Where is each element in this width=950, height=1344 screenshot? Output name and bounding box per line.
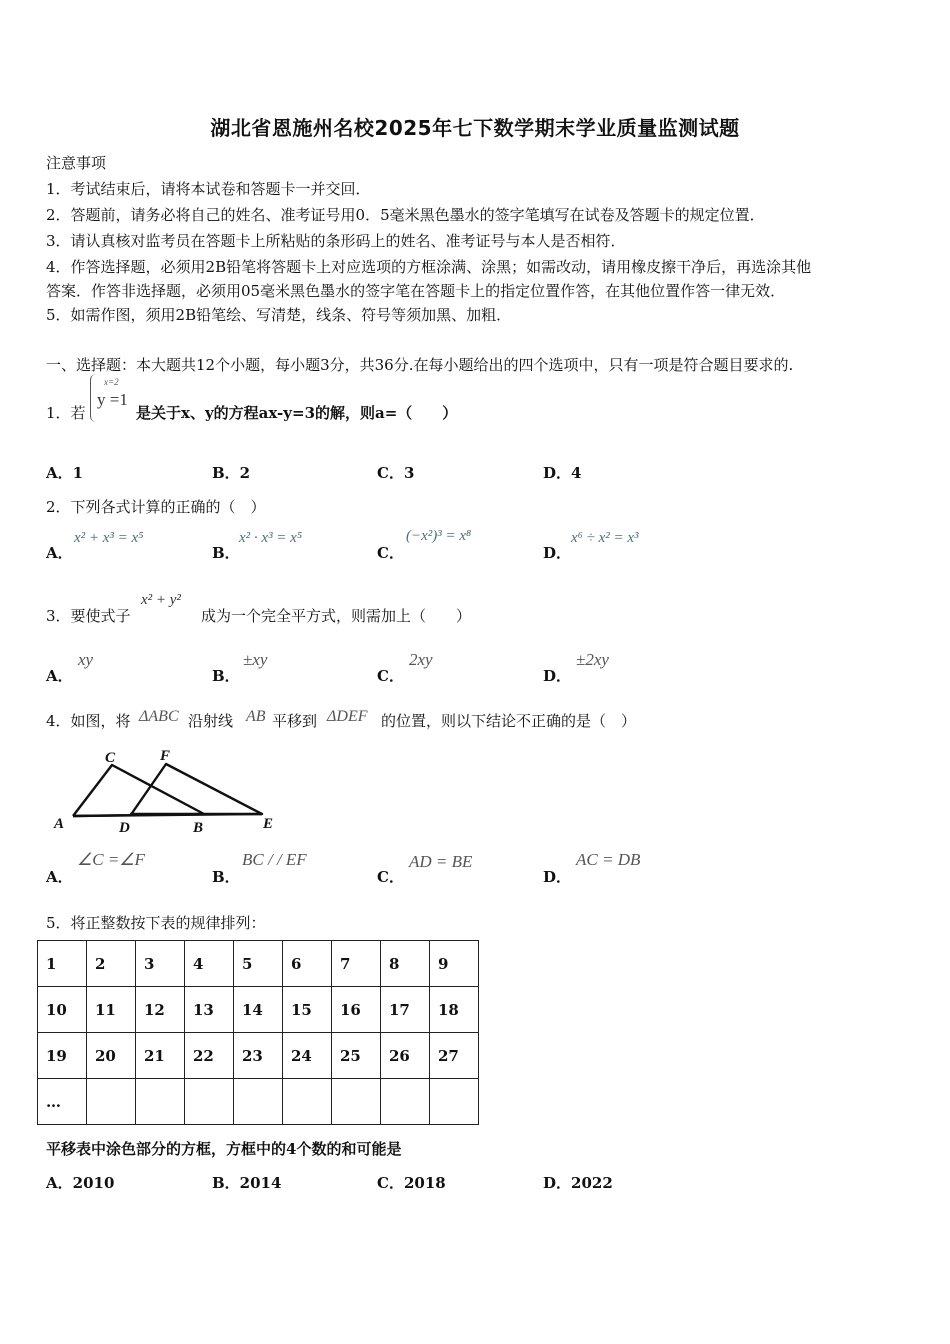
q3-suffix: 成为一个完全平方式，则需加上（ ） (201, 607, 472, 625)
q3-formula-d: ±2xy (576, 650, 609, 669)
page-title: 湖北省恩施州名校2025年七下数学期末学业质量监测试题 (210, 116, 740, 140)
q1-option-a: A．1 (46, 464, 84, 482)
table-cell: 24 (283, 1033, 332, 1079)
table-cell: 27 (430, 1033, 479, 1079)
notice-item-2: 2．答题前，请务必将自己的姓名、准考证号用0．5毫米黑色墨水的签字笔填写在试卷及答题卡的规定位置． (46, 206, 765, 224)
table-cell: 13 (185, 987, 234, 1033)
table-cell: 2 (87, 941, 136, 987)
q1-number: 1．若 (46, 404, 86, 422)
q4-label-b: B． (212, 868, 240, 886)
table-cell: 22 (185, 1033, 234, 1079)
table-row (38, 1079, 479, 1125)
q4-text-part3: 平移到 (272, 712, 318, 730)
table-cell: 6 (283, 941, 332, 987)
q3-label-b: B． (212, 667, 240, 685)
q4-formula-c: AD = BE (409, 852, 473, 871)
label-f: F (160, 748, 171, 764)
q5-instruction: 平移表中涂色部分的方框，方框中的4个数的和可能是 (46, 1140, 402, 1158)
q3-formula-c: 2xy (409, 650, 433, 669)
table-cell: … (38, 1079, 87, 1125)
number-table (37, 940, 479, 1125)
table-row (38, 941, 479, 987)
q2-label-c: C． (377, 544, 404, 562)
table-cell: 8 (381, 941, 430, 987)
table-cell: 5 (234, 941, 283, 987)
notice-item-4-cont: 答案．作答非选择题，必须用05毫米黑色墨水的签字笔在答题卡上的指定位置作答，在其他位置作答一律无效． (46, 282, 786, 300)
q2-formula-a: x² + x³ = x⁵ (74, 530, 144, 546)
table-cell: 19 (38, 1033, 87, 1079)
q2-label-d: D． (543, 544, 572, 562)
table-cell (185, 1079, 234, 1125)
triangle-def-outline (130, 764, 262, 816)
table-cell (381, 1079, 430, 1125)
table-cell (283, 1079, 332, 1125)
q4-formula-a: ∠C =∠F (77, 850, 145, 869)
table-cell: 4 (185, 941, 234, 987)
q4-triangle-def: ΔDEF (327, 708, 368, 725)
table-cell (430, 1079, 479, 1125)
label-e: E (263, 816, 274, 832)
q3-formula-b: ±xy (243, 650, 268, 669)
q2-formula-c: (−x²)³ = x⁸ (406, 528, 472, 544)
q5-option-b: B．2014 (212, 1174, 282, 1192)
table-cell: 7 (332, 941, 381, 987)
table-cell (87, 1079, 136, 1125)
q4-formula-b: BC / / EF (242, 850, 307, 869)
table-cell: 26 (381, 1033, 430, 1079)
label-d: D (119, 820, 130, 836)
equation-system-brace (90, 374, 97, 422)
table-cell: 23 (234, 1033, 283, 1079)
q4-label-c: C． (377, 868, 404, 886)
q3-label-c: C． (377, 667, 404, 685)
q3-formula-a: xy (78, 650, 94, 669)
notice-heading: 注意事项 (46, 154, 107, 172)
section-heading: 一、选择题：本大题共12个小题，每小题3分，共36分.在每小题给出的四个选项中，只有一项是符合题目要求的. (46, 356, 794, 374)
table-cell: 3 (136, 941, 185, 987)
table-cell: 12 (136, 987, 185, 1033)
q5-option-a: A．2010 (46, 1174, 115, 1192)
q3-prefix: 3．要使式子 (46, 607, 131, 625)
q4-text-part1: 4．如图，将 (46, 712, 131, 730)
table-cell: 11 (87, 987, 136, 1033)
q1-system-bottom: y =1 (97, 390, 128, 409)
q4-text-part2: 沿射线 (188, 712, 234, 730)
translation-figure (50, 744, 290, 836)
table-cell: 17 (381, 987, 430, 1033)
q3-label-d: D． (543, 667, 572, 685)
notice-item-5: 5．如需作图，须用2B铅笔绘、写清楚，线条、符号等须加黑、加粗． (46, 306, 512, 324)
q2-label-a: A． (46, 544, 73, 562)
q5-option-c: C．2018 (377, 1174, 446, 1192)
table-row (38, 987, 479, 1033)
table-cell: 21 (136, 1033, 185, 1079)
table-row (38, 1033, 479, 1079)
q1-option-c: C．3 (377, 464, 415, 482)
table-cell: 1 (38, 941, 87, 987)
table-cell (332, 1079, 381, 1125)
notice-item-4: 4．作答选择题，必须用2B铅笔将答题卡上对应选项的方框涂满、涂黑；如需改动，请用橡皮擦干净后，再选涂其他 (46, 258, 812, 276)
q4-text-part4: 的位置，则以下结论不正确的是（ ） (381, 712, 637, 730)
q3-label-a: A． (46, 667, 73, 685)
table-cell: 25 (332, 1033, 381, 1079)
q2-formula-d: x⁶ ÷ x² = x³ (571, 530, 639, 546)
notice-item-1: 1．考试结束后，请将本试卷和答题卡一并交回． (46, 180, 371, 198)
q4-formula-d: AC = DB (576, 850, 641, 869)
table-cell: 20 (87, 1033, 136, 1079)
q2-formula-b: x² · x³ = x⁵ (239, 530, 303, 546)
table-cell: 14 (234, 987, 283, 1033)
q4-label-d: D． (543, 868, 572, 886)
table-cell (136, 1079, 185, 1125)
baseline-ae (73, 814, 262, 816)
q2-label-b: B． (212, 544, 240, 562)
table-cell: 16 (332, 987, 381, 1033)
q4-label-a: A． (46, 868, 73, 886)
table-cell: 15 (283, 987, 332, 1033)
q1-system-top: x=2 (104, 377, 119, 387)
q2-text: 2．下列各式计算的正确的（ ） (46, 498, 266, 516)
table-cell: 10 (38, 987, 87, 1033)
q1-option-b: B．2 (212, 464, 251, 482)
q1-option-d: D．4 (543, 464, 582, 482)
q1-text: 是关于x、y的方程ax-y=3的解，则a=（ ） (136, 404, 458, 422)
q5-text: 5．将正整数按下表的规律排列： (46, 914, 266, 932)
table-cell (234, 1079, 283, 1125)
q4-ray-ab: AB (246, 708, 266, 725)
notice-item-3: 3．请认真核对监考员在答题卡上所粘贴的条形码上的姓名、准考证号与本人是否相符． (46, 232, 626, 250)
q5-option-d: D．2022 (543, 1174, 613, 1192)
label-b: B (193, 820, 204, 836)
table-cell: 18 (430, 987, 479, 1033)
label-a: A (54, 816, 65, 832)
q3-expression: x² + y² (141, 592, 181, 608)
label-c: C (105, 750, 116, 766)
table-cell: 9 (430, 941, 479, 987)
q4-triangle-abc: ΔABC (139, 708, 179, 725)
